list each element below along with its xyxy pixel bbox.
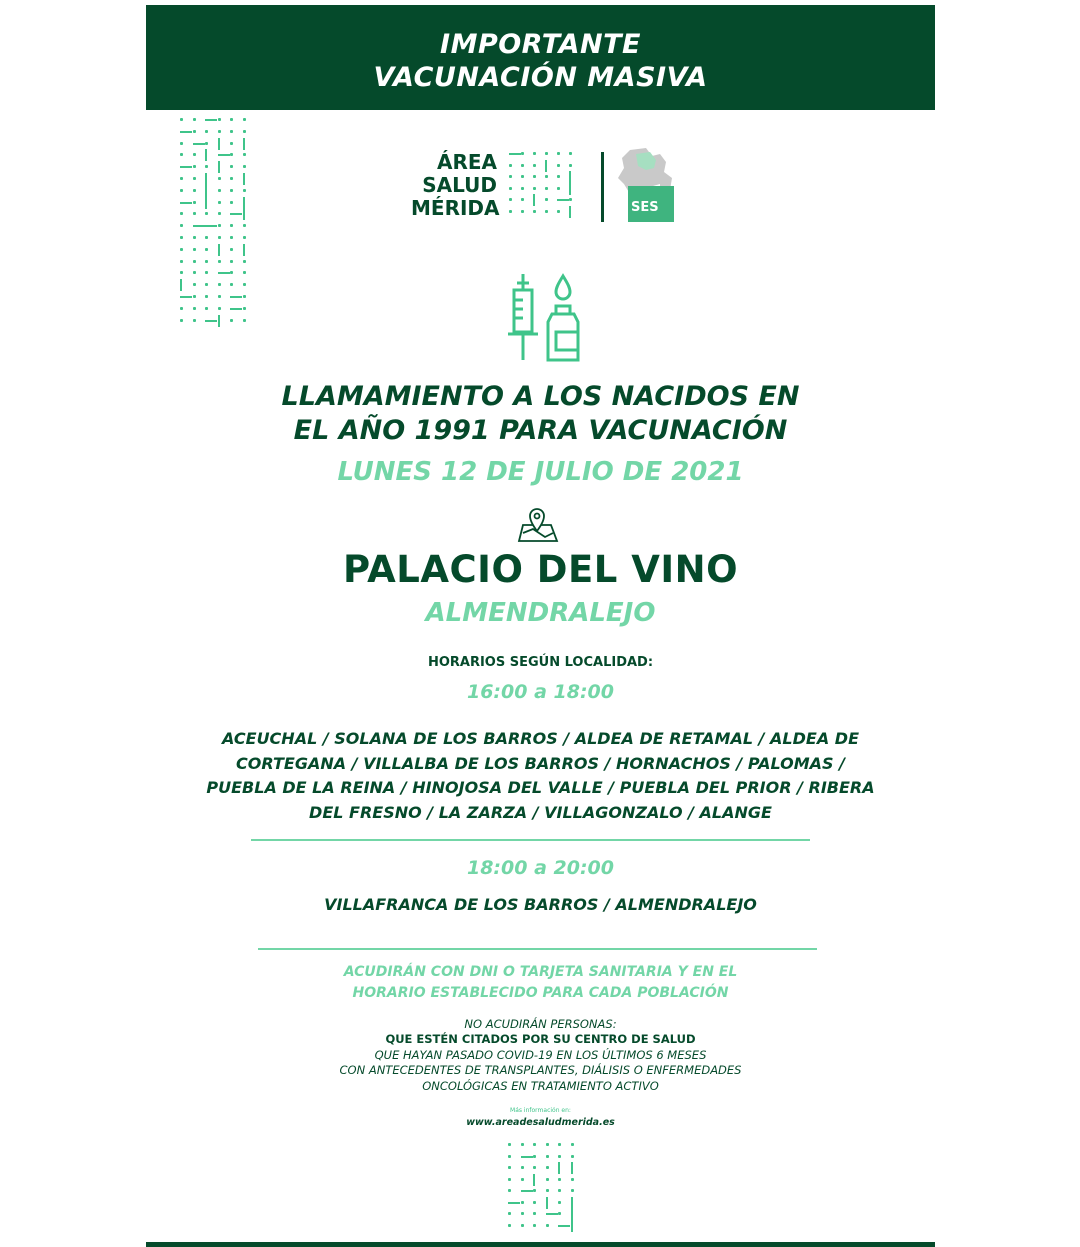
- dot-bar: [569, 171, 571, 183]
- dot: [558, 1201, 561, 1204]
- dot-bar: [218, 161, 220, 173]
- dot: [545, 210, 548, 213]
- decorative-dot-pattern-left: [180, 118, 246, 332]
- dot: [180, 177, 183, 180]
- dot-bar: [571, 1220, 573, 1232]
- dot: [521, 1166, 524, 1169]
- venue-town: ALMENDRALEJO: [425, 598, 656, 628]
- dot-dash: [557, 199, 569, 201]
- dot-bar: [243, 173, 245, 185]
- dot: [545, 152, 548, 155]
- exclusions-line-1: NO ACUDIRÁN PERSONAS:: [464, 1017, 617, 1031]
- dot: [193, 319, 196, 322]
- dot: [546, 1189, 549, 1192]
- dot: [230, 283, 233, 286]
- dot-dash: [205, 225, 217, 227]
- dot: [193, 271, 196, 274]
- dot: [230, 118, 233, 121]
- dot: [521, 210, 524, 213]
- dot: [509, 175, 512, 178]
- dot: [243, 189, 246, 192]
- exclusions-line-3: QUE HAYAN PASADO COVID-19 EN LOS ÚLTIMOS 6 MESES: [374, 1047, 707, 1062]
- towns-line-4: DEL FRESNO / LA ZARZA / VILLAGONZALO / ALANGE: [309, 802, 772, 822]
- dot: [521, 175, 524, 178]
- towns-line-2: CORTEGANA / VILLALBA DE LOS BARROS / HORNACHOS / PALOMAS /: [236, 753, 845, 773]
- dot: [193, 283, 196, 286]
- dot: [230, 153, 233, 156]
- dot: [193, 177, 196, 180]
- dot: [571, 1143, 574, 1146]
- dot: [218, 130, 221, 133]
- exclusions-line-4: CON ANTECEDENTES DE TRANSPLANTES, DIÁLISIS O ENFERMEDADES: [339, 1063, 742, 1078]
- dot: [180, 153, 183, 156]
- headline-line-1: LLAMAMIENTO A LOS NACIDOS EN: [281, 381, 800, 412]
- dot: [193, 248, 196, 251]
- dot: [180, 271, 183, 274]
- dot: [508, 1178, 511, 1181]
- dot-bar: [205, 173, 207, 185]
- dot-bar: [218, 315, 220, 327]
- dot: [193, 118, 196, 121]
- dot: [218, 201, 221, 204]
- dot-dash: [546, 1213, 558, 1215]
- dot-bar: [533, 194, 535, 206]
- dot: [533, 1166, 536, 1169]
- dot: [243, 130, 246, 133]
- dot: [508, 1166, 511, 1169]
- dot-bar: [218, 138, 220, 150]
- schedule-title: HORARIOS SEGÚN LOCALIDAD:: [427, 655, 654, 670]
- dot: [546, 1224, 549, 1227]
- dot-dash: [230, 308, 242, 310]
- dot-bar: [180, 279, 182, 291]
- time-slot-1-towns: [206, 727, 875, 825]
- dot: [230, 189, 233, 192]
- dot: [193, 307, 196, 310]
- dot: [533, 187, 536, 190]
- dot: [569, 198, 572, 201]
- dot: [243, 319, 246, 322]
- dot: [521, 152, 524, 155]
- dot-dash: [180, 202, 192, 204]
- dot: [193, 165, 196, 168]
- dot: [218, 236, 221, 239]
- dot: [180, 212, 183, 215]
- dot: [180, 307, 183, 310]
- dot: [218, 260, 221, 263]
- dot: [205, 248, 208, 251]
- dot-bar: [571, 1162, 573, 1174]
- dot: [230, 260, 233, 263]
- dot: [533, 1201, 536, 1204]
- dot-bar: [533, 1174, 535, 1186]
- dot: [545, 187, 548, 190]
- dot: [509, 198, 512, 201]
- dot-dash: [521, 1190, 533, 1192]
- dot: [180, 236, 183, 239]
- dot: [193, 260, 196, 263]
- dot: [230, 248, 233, 251]
- dot-dash: [521, 1156, 533, 1158]
- dot: [533, 210, 536, 213]
- dot: [557, 175, 560, 178]
- note-line-1: ACUDIRÁN CON DNI O TARJETA SANITARIA Y EN EL: [343, 964, 738, 980]
- dot: [546, 1143, 549, 1146]
- headline-line-2: EL AÑO 1991 PARA VACUNACIÓN: [293, 415, 788, 446]
- dot-bar: [569, 206, 571, 218]
- area-salud-merida-logo: [411, 148, 671, 228]
- logo-separator: [601, 152, 604, 222]
- dot: [521, 1178, 524, 1181]
- dot: [205, 165, 208, 168]
- dot: [508, 1224, 511, 1227]
- dot: [558, 1178, 561, 1181]
- dot-bar: [558, 1162, 560, 1174]
- dot-dash: [205, 320, 217, 322]
- dot: [230, 236, 233, 239]
- dot: [571, 1178, 574, 1181]
- dot: [180, 319, 183, 322]
- dot: [243, 236, 246, 239]
- dot: [558, 1189, 561, 1192]
- dot: [509, 210, 512, 213]
- time-slot-1: 16:00 a 18:00: [466, 681, 614, 703]
- dot-dash: [558, 1225, 570, 1227]
- exclusions-line-2: QUE ESTÉN CITADOS POR SU CENTRO DE SALUD: [385, 1032, 696, 1047]
- dot-dash: [180, 296, 192, 298]
- dot-bar: [571, 1197, 573, 1209]
- dot: [230, 224, 233, 227]
- dot: [569, 164, 572, 167]
- dot-bar: [205, 197, 207, 209]
- dot-bar: [571, 1208, 573, 1220]
- dot-bar: [205, 185, 207, 197]
- divider-2: [258, 948, 817, 950]
- dot: [533, 175, 536, 178]
- map-location-pin-icon: [517, 507, 559, 543]
- dot: [205, 130, 208, 133]
- dot: [218, 295, 221, 298]
- dot: [509, 187, 512, 190]
- website-link[interactable]: www.areadesaludmerida.es: [466, 1117, 615, 1128]
- dot: [205, 236, 208, 239]
- dot-dash: [205, 119, 217, 121]
- dot: [230, 142, 233, 145]
- dot: [533, 152, 536, 155]
- dot: [508, 1155, 511, 1158]
- dot: [533, 164, 536, 167]
- dot: [243, 165, 246, 168]
- dot: [508, 1189, 511, 1192]
- dot: [180, 248, 183, 251]
- dot: [180, 118, 183, 121]
- towns-line-3: PUEBLA DE LA REINA / HINOJOSA DEL VALLE / PUEBLA DEL PRIOR / RIBERA: [206, 778, 875, 797]
- dot: [243, 295, 246, 298]
- dot-bar: [243, 197, 245, 209]
- dot: [521, 164, 524, 167]
- dot: [521, 187, 524, 190]
- dot-bar: [569, 183, 571, 195]
- dot: [230, 319, 233, 322]
- time-slot-2: 18:00 a 20:00: [466, 857, 614, 879]
- dot: [545, 198, 548, 201]
- dot: [218, 212, 221, 215]
- dot: [546, 1155, 549, 1158]
- dot: [546, 1178, 549, 1181]
- dot: [243, 307, 246, 310]
- dot: [205, 307, 208, 310]
- exclusions-list: [186, 1017, 895, 1094]
- dot-dash: [180, 131, 192, 133]
- logo-dot-pattern: [509, 152, 581, 222]
- dot: [571, 1155, 574, 1158]
- dot: [521, 1212, 524, 1215]
- exclusions-line-5: ONCOLÓGICAS EN TRATAMIENTO ACTIVO: [422, 1078, 659, 1093]
- dot: [218, 224, 221, 227]
- dot: [193, 236, 196, 239]
- dot: [193, 201, 196, 204]
- dot-dash: [509, 153, 521, 155]
- dot: [558, 1143, 561, 1146]
- dot: [509, 164, 512, 167]
- dot-bar: [243, 244, 245, 256]
- dot: [243, 118, 246, 121]
- logo-line-2: SALUD: [422, 173, 497, 197]
- top-banner: [146, 5, 935, 110]
- dot-dash: [218, 154, 230, 156]
- dot: [571, 1189, 574, 1192]
- dot: [193, 189, 196, 192]
- dot: [569, 152, 572, 155]
- dot: [533, 1189, 536, 1192]
- dot: [205, 142, 208, 145]
- dot: [180, 142, 183, 145]
- towns-line-1: ACEUCHAL / SOLANA DE LOS BARROS / ALDEA DE RETAMAL / ALDEA DE: [222, 729, 859, 748]
- dot: [180, 224, 183, 227]
- bottom-rule: [146, 1242, 935, 1247]
- dot: [508, 1212, 511, 1215]
- dot: [557, 210, 560, 213]
- dot-dash: [180, 166, 192, 168]
- dot-bar: [546, 1197, 548, 1209]
- dot: [521, 1201, 524, 1204]
- vaccination-poster: [146, 0, 935, 1247]
- dot: [205, 260, 208, 263]
- ses-label: SES: [631, 200, 659, 215]
- dot: [521, 1224, 524, 1227]
- dot-dash: [230, 213, 242, 215]
- vaccination-date: LUNES 12 DE JULIO DE 2021: [337, 457, 744, 487]
- venue-name: PALACIO DEL VINO: [342, 548, 739, 591]
- dot-bar: [243, 138, 245, 150]
- dot: [218, 307, 221, 310]
- dot: [521, 198, 524, 201]
- dot: [180, 260, 183, 263]
- logo-line-1: ÁREA: [436, 150, 497, 174]
- dot: [180, 189, 183, 192]
- dot: [243, 153, 246, 156]
- dot-dash: [508, 1202, 520, 1204]
- dot-dash: [193, 143, 205, 145]
- requirements-note: [206, 962, 875, 1004]
- dot: [521, 1143, 524, 1146]
- dot: [533, 1143, 536, 1146]
- dot: [230, 165, 233, 168]
- headline: [186, 380, 895, 448]
- dot-dash: [193, 225, 205, 227]
- dot: [218, 189, 221, 192]
- dot: [193, 130, 196, 133]
- dot: [193, 295, 196, 298]
- dot: [508, 1143, 511, 1146]
- divider-1: [251, 839, 810, 841]
- dot: [205, 295, 208, 298]
- dot: [533, 1212, 536, 1215]
- decorative-dot-pattern-bottom: [508, 1143, 578, 1235]
- dot: [557, 187, 560, 190]
- banner-line-2: VACUNACIÓN MASIVA: [373, 62, 708, 93]
- dot: [557, 164, 560, 167]
- logo-text: [411, 150, 500, 220]
- dot: [558, 1212, 561, 1215]
- dot: [230, 177, 233, 180]
- time-slot-2-towns: VILLAFRANCA DE LOS BARROS / ALMENDRALEJO: [324, 895, 757, 914]
- note-line-2: HORARIO ESTABLECIDO PARA CADA POBLACIÓN: [352, 985, 729, 1001]
- dot: [230, 130, 233, 133]
- dot: [205, 271, 208, 274]
- dot: [230, 201, 233, 204]
- dot-dash: [230, 296, 242, 298]
- dot: [243, 283, 246, 286]
- dot: [230, 271, 233, 274]
- dot: [558, 1155, 561, 1158]
- dot: [193, 212, 196, 215]
- dot: [546, 1166, 549, 1169]
- logo-line-3: MÉRIDA: [411, 196, 500, 220]
- dot-bar: [218, 244, 220, 256]
- dot: [533, 1224, 536, 1227]
- dot-dash: [218, 272, 230, 274]
- dot: [205, 283, 208, 286]
- dot: [218, 283, 221, 286]
- more-info-label: Más información en:: [510, 1107, 571, 1114]
- dot: [218, 118, 221, 121]
- dot: [193, 153, 196, 156]
- dot: [533, 1155, 536, 1158]
- dot-bar: [205, 149, 207, 161]
- dot: [243, 271, 246, 274]
- dot: [545, 175, 548, 178]
- dot: [243, 224, 246, 227]
- dot-bar: [243, 208, 245, 220]
- dot: [557, 152, 560, 155]
- dot: [205, 212, 208, 215]
- dot: [218, 177, 221, 180]
- vaccine-syringe-vial-icon: [506, 272, 584, 364]
- dot-bar: [545, 160, 547, 172]
- dot: [243, 260, 246, 263]
- banner-line-1: IMPORTANTE: [440, 29, 641, 60]
